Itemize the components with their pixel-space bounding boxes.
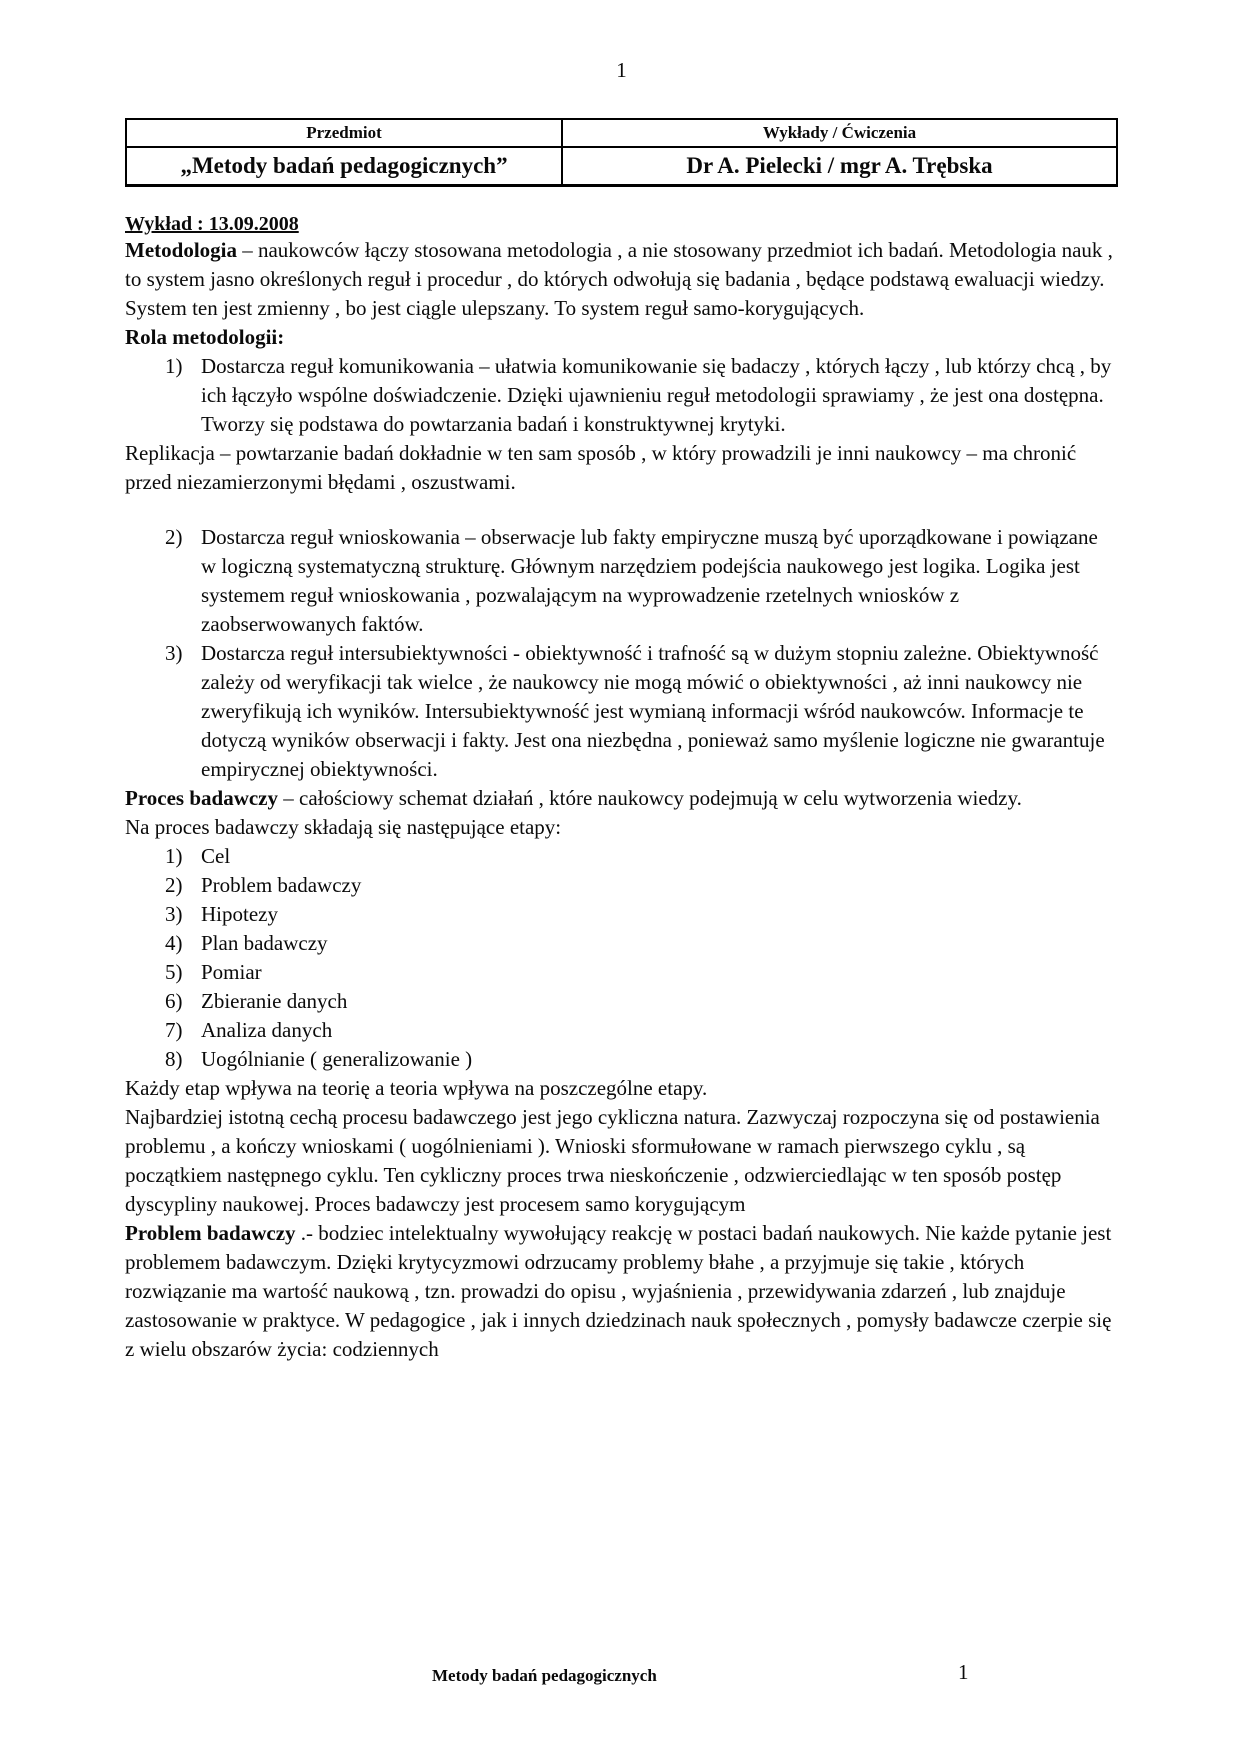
etap-5-label: Pomiar — [201, 960, 262, 984]
footer-page-number: 1 — [958, 1660, 969, 1684]
etap-item-1 — [165, 842, 1118, 871]
etap-item-8 — [165, 1045, 1118, 1074]
etap-item-2 — [165, 871, 1118, 900]
paragraph-proces — [125, 784, 1118, 813]
etap-4-label: Plan badawczy — [201, 931, 328, 955]
etap-2-label: Problem badawczy — [201, 873, 362, 897]
etap-item-7 — [165, 1016, 1118, 1045]
etap-item-5 — [165, 958, 1118, 987]
problem-lead: Problem badawczy — [125, 1221, 296, 1245]
table-header-row — [126, 119, 1117, 147]
lecture-date-heading: Wykład : 13.09.2008 — [125, 213, 299, 235]
metodologia-text: – naukowców łączy stosowana metodologia , a nie stosowany przedmiot ich badań. Metodologia nauk , to system jasno określonych reguł i procedur , do których odwołują się badania , będące podstawą ewaluacji wiedzy. System ten jest zmienny , bo jest ciągle ulepszany. To system reguł samo-korygujących. — [125, 238, 1113, 320]
paragraph-problem-badawczy — [125, 1219, 1118, 1364]
rola-item-3-number: 3) — [165, 641, 183, 665]
proces-lead: Proces badawczy — [125, 786, 278, 810]
etap-2-number: 2) — [165, 873, 183, 897]
table-header-lectures: Wykłady / Ćwiczenia — [562, 119, 1117, 147]
rola-item-2-text: Dostarcza reguł wnioskowania – obserwacje lub fakty empiryczne muszą być uporządkowane i powiązane w logiczną systematyczną strukturę. Głównym narzędziem podejścia naukowego jest logika. Logika jest systemem reguł wnioskowania , pozwalającym na wyprowadzenie rzetelnych wniosków z zaobserwowanych faktów. — [201, 525, 1098, 636]
rola-item-3 — [165, 639, 1118, 784]
metodologia-lead: Metodologia — [125, 238, 237, 262]
paragraph-metodologia — [125, 236, 1118, 323]
etap-item-3 — [165, 900, 1118, 929]
etap-8-number: 8) — [165, 1047, 183, 1071]
rola-item-1 — [165, 352, 1118, 439]
table-header-subject: Przedmiot — [126, 119, 562, 147]
rola-item-1-number: 1) — [165, 354, 183, 378]
rola-item-2 — [165, 523, 1118, 639]
etap-3-number: 3) — [165, 902, 183, 926]
page-content — [125, 58, 1118, 1364]
proces-text: – całościowy schemat działań , które naukowcy podejmują w celu wytworzenia wiedzy. — [278, 786, 1022, 810]
table-cell-lecturers: Dr A. Pielecki / mgr A. Trębska — [562, 147, 1117, 186]
paragraph-cykliczna-natura: Najbardziej istotną cechą procesu badawczego jest jego cykliczna natura. Zazwyczaj rozpoczyna się od postawienia problemu , a kończy wnioskami ( uogólnieniami ). Wnioski sformułowane w ramach pierwszego cyklu , są początkiem następnego cyklu. Ten cykliczny proces trwa nieskończenie , odzwierciedlając w ten sposób postęp dyscypliny naukowej. Proces badawczy jest procesem samo korygującym — [125, 1105, 1100, 1216]
etap-item-6 — [165, 987, 1118, 1016]
rola-heading — [125, 323, 1118, 352]
etap-8-label: Uogólnianie ( generalizowanie ) — [201, 1047, 473, 1071]
proces-intro: Na proces badawczy składają się następujące etapy: — [125, 815, 562, 839]
table-cell-subject-title: „Metody badań pedagogicznych” — [126, 147, 562, 186]
rola-item-1-text: Dostarcza reguł komunikowania – ułatwia komunikowanie się badaczy , których łączy , lub którzy chcą , by ich łączyło wspólne doświadczenie. Dzięki ujawnieniu reguł metodologii sprawiamy , że jest ona dostępna. Tworzy się podstawa do powtarzania badań i konstruktywnej krytyki. — [201, 354, 1112, 436]
rola-item-2-number: 2) — [165, 525, 183, 549]
etap-6-number: 6) — [165, 989, 183, 1013]
etap-5-number: 5) — [165, 960, 183, 984]
rola-item-3-text: Dostarcza reguł intersubiektywności - obiektywność i trafność są w dużym stopniu zależne. Obiektywność zależy od weryfikacji tak wielce , że naukowcy nie mogą mówić o obiektywności , aż inni naukowcy nie zweryfikują ich wyników. Intersubiektywność jest wymianą informacji wśród naukowców. Informacje te dotyczą wyników obserwacji i fakty. Jest ona niezbędna , ponieważ samo myślenie logiczne nie gwarantuje empirycznej obiektywności. — [201, 641, 1105, 781]
footer-document-title: Metody badań pedagogicznych — [432, 1666, 657, 1685]
etap-6-label: Zbieranie danych — [201, 989, 348, 1013]
etap-3-label: Hipotezy — [201, 902, 278, 926]
paragraph-etap-note: Każdy etap wpływa na teorię a teoria wpływa na poszczególne etapy. — [125, 1076, 708, 1100]
problem-text: .- bodziec intelektualny wywołujący reakcję w postaci badań naukowych. Nie każde pytanie jest problemem badawczym. Dzięki krytycyzmowi odrzucamy problemy błahe , a przyjmuje się takie , których rozwiązanie ma wartość naukową , tzn. prowadzi do opisu , wyjaśnienia , przewidywania zdarzeń , lub znajduje zastosowanie w praktyce. W pedagogice , jak i innych dziedzinach nauk społecznych , pomysły badawcze czerpie się z wielu obszarów życia: codziennych — [125, 1221, 1112, 1361]
etap-4-number: 4) — [165, 931, 183, 955]
subject-table — [125, 118, 1118, 187]
etap-7-number: 7) — [165, 1018, 183, 1042]
table-value-row — [126, 147, 1117, 186]
etap-item-4 — [165, 929, 1118, 958]
etap-1-number: 1) — [165, 844, 183, 868]
paragraph-replikacja: Replikacja – powtarzanie badań dokładnie w ten sam sposób , w który prowadzili je inni naukowcy – ma chronić przed niezamierzonymi błędami , oszustwami. — [125, 441, 1077, 494]
rola-heading-text: Rola metodologii: — [125, 325, 285, 349]
etap-7-label: Analiza danych — [201, 1018, 333, 1042]
top-page-number: 1 — [616, 58, 627, 82]
etap-1-label: Cel — [201, 844, 231, 868]
